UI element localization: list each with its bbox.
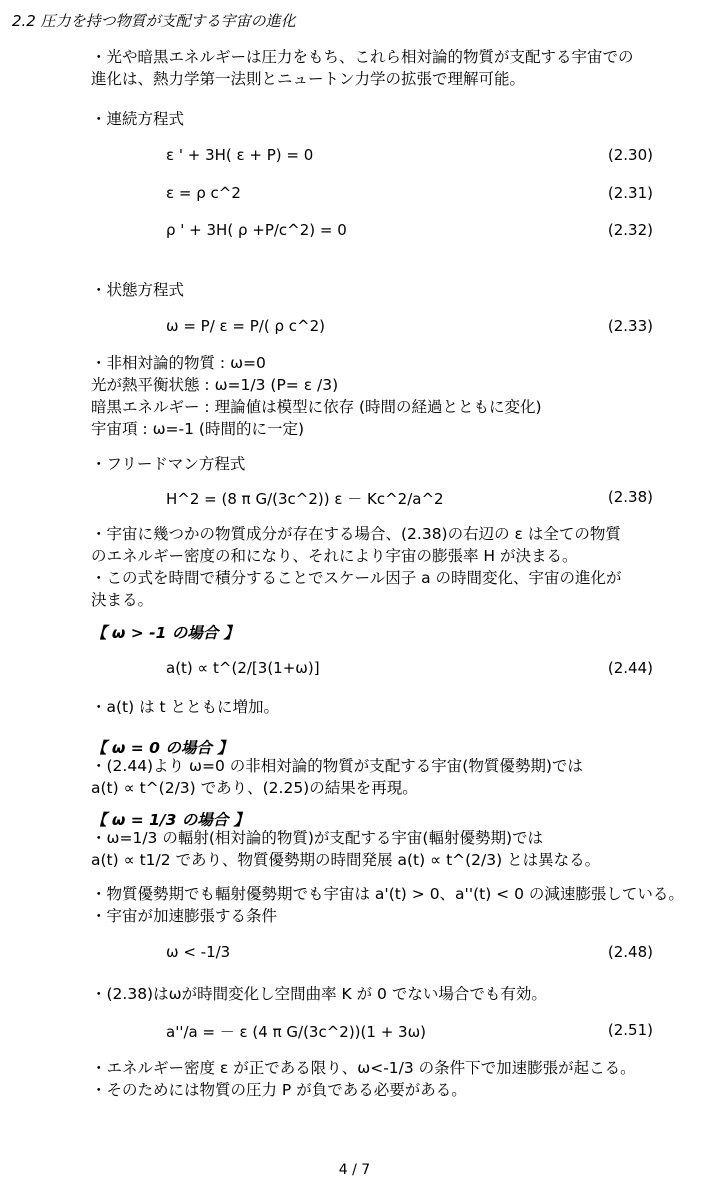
case-omega-0-title: 【 ω = 0 の場合 】 [91,739,233,757]
equation-number-2-30: (2.30) [607,146,653,164]
equation-2-38: H^2 = (8 π G/(3c^2)) ε － Kc^2/a^2 [166,490,444,508]
case2-line: ・(2.44)より ω=0 の非相対論的物質が支配する宇宙(物質優勢期)では [91,757,583,775]
friedmann-line: ・この式を時間で積分することでスケール因子 a の時間変化、宇宙の進化が [91,569,622,587]
equation-2-48: ω < -1/3 [166,943,231,961]
closing-paragraph [91,1057,636,1101]
state-line: 宇宙項 : ω=-1 (時間的に一定) [91,420,305,438]
equation-2-30: ε ' + 3H( ε + P) = 0 [166,146,314,164]
validity-note: ・(2.38)はωが時間変化し空間曲率 K が 0 でない場合でも有効。 [91,985,547,1003]
friedmann-line: ・宇宙に幾つかの物質成分が存在する場合、(2.38)の右辺の ε は全ての物質 [91,525,621,543]
state-line: 光が熱平衡状態 : ω=1/3 (P= ε /3) [91,376,339,394]
case1-line: ・a(t) は t とともに増加。 [91,698,280,716]
intro-line: 進化は、熱力学第一法則とニュートン力学の拡張で理解可能。 [91,70,526,88]
case3-paragraph [91,827,600,871]
equation-number-2-32: (2.32) [607,221,653,239]
equation-number-2-44: (2.44) [607,659,653,677]
state-line: ・非相対論的物質 : ω=0 [91,354,266,372]
continuity-heading: ・連続方程式 [91,110,185,128]
friedmann-paragraph [91,523,622,611]
case2-paragraph [91,755,583,799]
case-omega-gt-minus-1-title: 【 ω > -1 の場合 】 [91,624,240,642]
equation-2-32: ρ ' + 3H( ρ +P/c^2) = 0 [166,221,347,239]
friedmann-line: 決まる。 [91,591,154,609]
acceleration-paragraph [91,883,684,927]
case2-line: a(t) ∝ t^(2/3) であり、(2.25)の結果を再現。 [91,779,418,797]
intro-paragraph [91,46,634,90]
page-number: 4 / 7 [338,1162,371,1178]
equation-2-33: ω = P/ ε = P/( ρ c^2) [166,317,325,335]
friedmann-heading: ・フリードマン方程式 [91,455,246,473]
state-line: 暗黒エネルギー : 理論値は模型に依存 (時間の経過とともに変化) [91,398,542,416]
equation-number-2-31: (2.31) [607,184,653,202]
state-list [91,352,542,440]
case-omega-1-3-title: 【 ω = 1/3 の場合 】 [91,811,250,829]
intro-line: ・光や暗黒エネルギーは圧力をもち、これら相対論的物質が支配する宇宙での [91,48,634,66]
equation-2-51: a''/a = － ε (4 π G/(3c^2))(1 + 3ω) [166,1023,426,1041]
acceleration-line: ・宇宙が加速膨張する条件 [91,907,278,925]
equation-2-44: a(t) ∝ t^(2/[3(1+ω)] [166,659,320,677]
equation-number-2-48: (2.48) [607,943,653,961]
case3-line: a(t) ∝ t1/2 であり、物質優勢期の時間発展 a(t) ∝ t^(2/3) とは異なる。 [91,851,601,869]
state-heading: ・状態方程式 [91,281,185,299]
friedmann-line: のエネルギー密度の和になり、それにより宇宙の膨張率 H が決まる。 [91,547,578,565]
section-title: 2.2 圧力を持つ物質が支配する宇宙の進化 [12,12,296,30]
equation-number-2-38: (2.38) [607,488,653,506]
equation-2-31: ε = ρ c^2 [166,184,241,202]
closing-line: ・エネルギー密度 ε が正である限り、ω<-1/3 の条件下で加速膨張が起こる。 [91,1059,636,1077]
closing-line: ・そのためには物質の圧力 P が負である必要がある。 [91,1081,467,1099]
equation-number-2-51: (2.51) [607,1021,653,1039]
equation-number-2-33: (2.33) [607,317,653,335]
acceleration-line: ・物質優勢期でも輻射優勢期でも宇宙は a'(t) > 0、a''(t) < 0 の減速膨張している。 [91,885,684,903]
case3-line: ・ω=1/3 の輻射(相対論的物質)が支配する宇宙(輻射優勢期)では [91,829,544,847]
